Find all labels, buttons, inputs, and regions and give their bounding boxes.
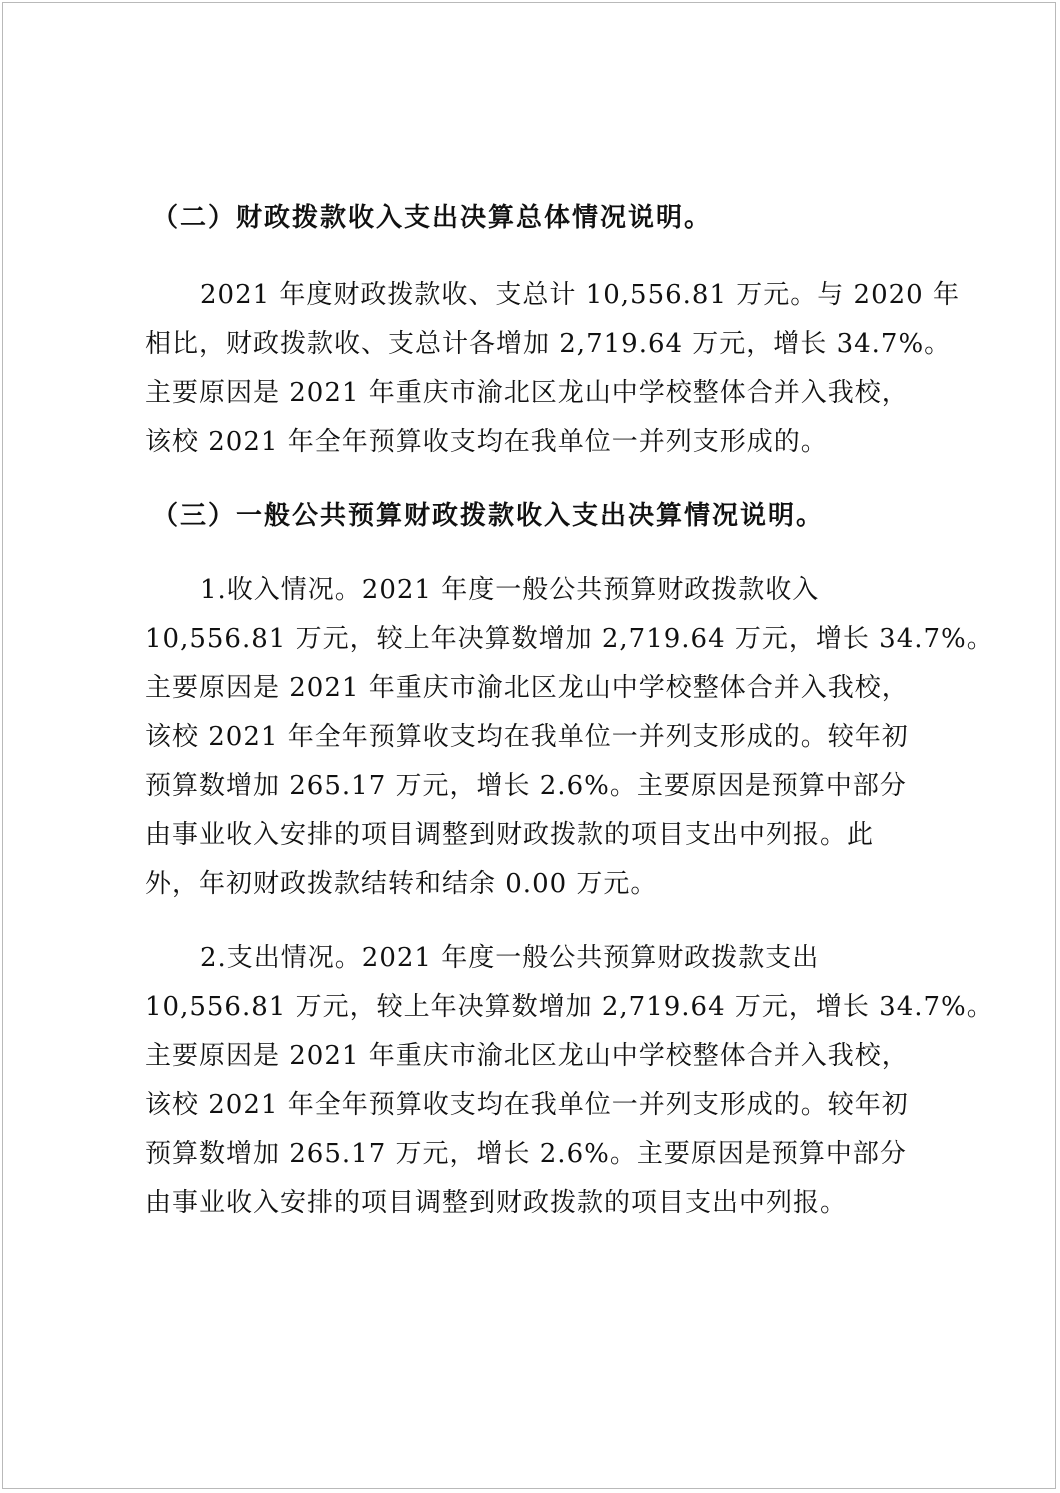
text-line: 主要原因是 2021 年重庆市渝北区龙山中学校整体合并入我校， (145, 1041, 909, 1071)
text-line: 预算数增加 265.17 万元，增长 2.6%。主要原因是预算中部分 (145, 771, 907, 801)
text-line: 该校 2021 年全年预算收支均在我单位一并列支形成的。较年初 (145, 722, 909, 752)
text-line: 由事业收入安排的项目调整到财政拨款的项目支出中列报。此 (145, 820, 875, 850)
text-line: 10,556.81 万元，较上年决算数增加 2,719.64 万元，增长 34.7%。 (145, 624, 994, 654)
text-line: 1.收入情况。2021 年度一般公共预算财政拨款收入 (200, 575, 820, 605)
text-line: 2021 年度财政拨款收、支总计 10,556.81 万元。与 2020 年 (200, 280, 960, 310)
text-line: 2.支出情况。2021 年度一般公共预算财政拨款支出 (200, 943, 820, 973)
text-line: 主要原因是 2021 年重庆市渝北区龙山中学校整体合并入我校， (145, 673, 909, 703)
text-line: 该校 2021 年全年预算收支均在我单位一并列支形成的。较年初 (145, 1090, 909, 1120)
text-line: 外，年初财政拨款结转和结余 0.00 万元。 (145, 869, 658, 899)
text-line: 由事业收入安排的项目调整到财政拨款的项目支出中列报。 (145, 1188, 848, 1218)
text-line: 主要原因是 2021 年重庆市渝北区龙山中学校整体合并入我校， (145, 378, 909, 408)
section-3-heading: （三）一般公共预算财政拨款收入支出决算情况说明。 (152, 501, 825, 531)
text-line: 该校 2021 年全年预算收支均在我单位一并列支形成的。 (145, 427, 828, 457)
text-line: 预算数增加 265.17 万元，增长 2.6%。主要原因是预算中部分 (145, 1139, 907, 1169)
text-line: 相比，财政拨款收、支总计各增加 2,719.64 万元，增长 34.7%。 (145, 329, 952, 359)
text-line: 10,556.81 万元，较上年决算数增加 2,719.64 万元，增长 34.7%。 (145, 992, 994, 1022)
section-2-heading: （二）财政拨款收入支出决算总体情况说明。 (152, 203, 713, 233)
